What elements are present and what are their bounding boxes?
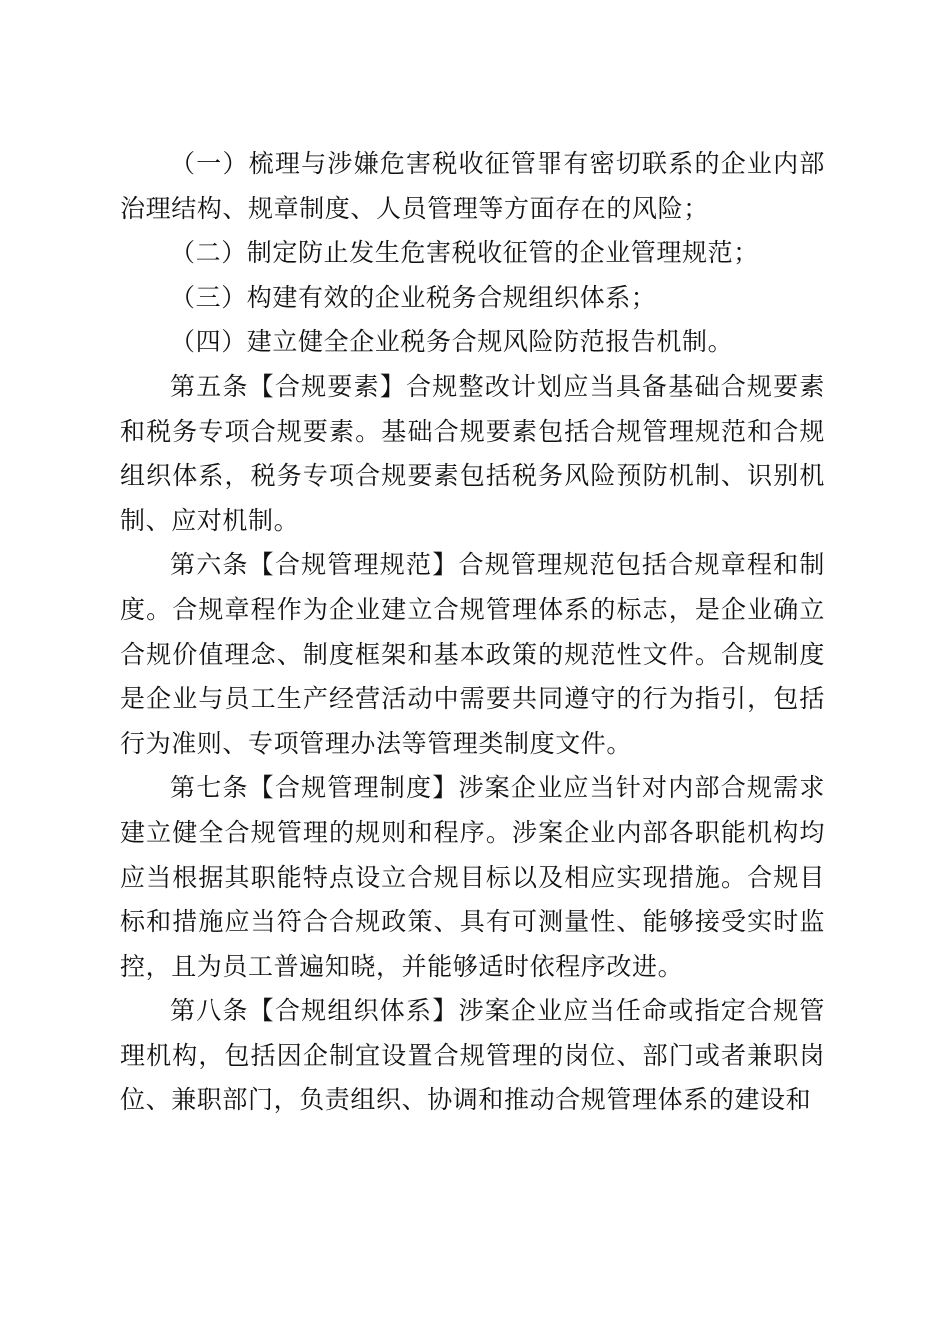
article-7-paragraph: 第七条【合规管理制度】涉案企业应当针对内部合规需求建立健全合规管理的规则和程序。涉案企业内部各职能机构均应当根据其职能特点设立合规目标以及相应实现措施。合规目标和措施应当符合合规政策、具有可测量性、能够接受实时监控，且为员工普遍知晓，并能够适时依程序改进。	[120, 773, 825, 981]
article-6-paragraph: 第六条【合规管理规范】合规管理规范包括合规章程和制度。合规章程作为企业建立合规管理体系的标志，是企业确立合规价值理念、制度框架和基本政策的规范性文件。合规制度是企业与员工生产经营活动中需要共同遵守的行为指引，包括行为准则、专项管理办法等管理类制度文件。	[120, 550, 825, 758]
paragraph-item-1: （一）梳理与涉嫌危害税收征管罪有密切联系的企业内部治理结构、规章制度、人员管理等方面存在的风险；	[120, 149, 825, 223]
paragraph-item-2: （二）制定防止发生危害税收征管的企业管理规范；	[170, 238, 759, 268]
paragraph-item-4: （四）建立健全企业税务合规风险防范报告机制。	[170, 327, 734, 357]
article-5-paragraph: 第五条【合规要素】合规整改计划应当具备基础合规要素和税务专项合规要素。基础合规要素包括合规管理规范和合规组织体系，税务专项合规要素包括税务风险预防机制、识别机制、应对机制。	[120, 371, 825, 535]
article-8-paragraph: 第八条【合规组织体系】涉案企业应当任命或指定合规管理机构，包括因企制宜设置合规管理的岗位、部门或者兼职岗位、兼职部门，负责组织、协调和推动合规管理体系的建设和	[120, 996, 825, 1115]
document-body	[120, 142, 825, 1123]
paragraph-item-3: （三）构建有效的企业税务合规组织体系；	[170, 282, 657, 312]
